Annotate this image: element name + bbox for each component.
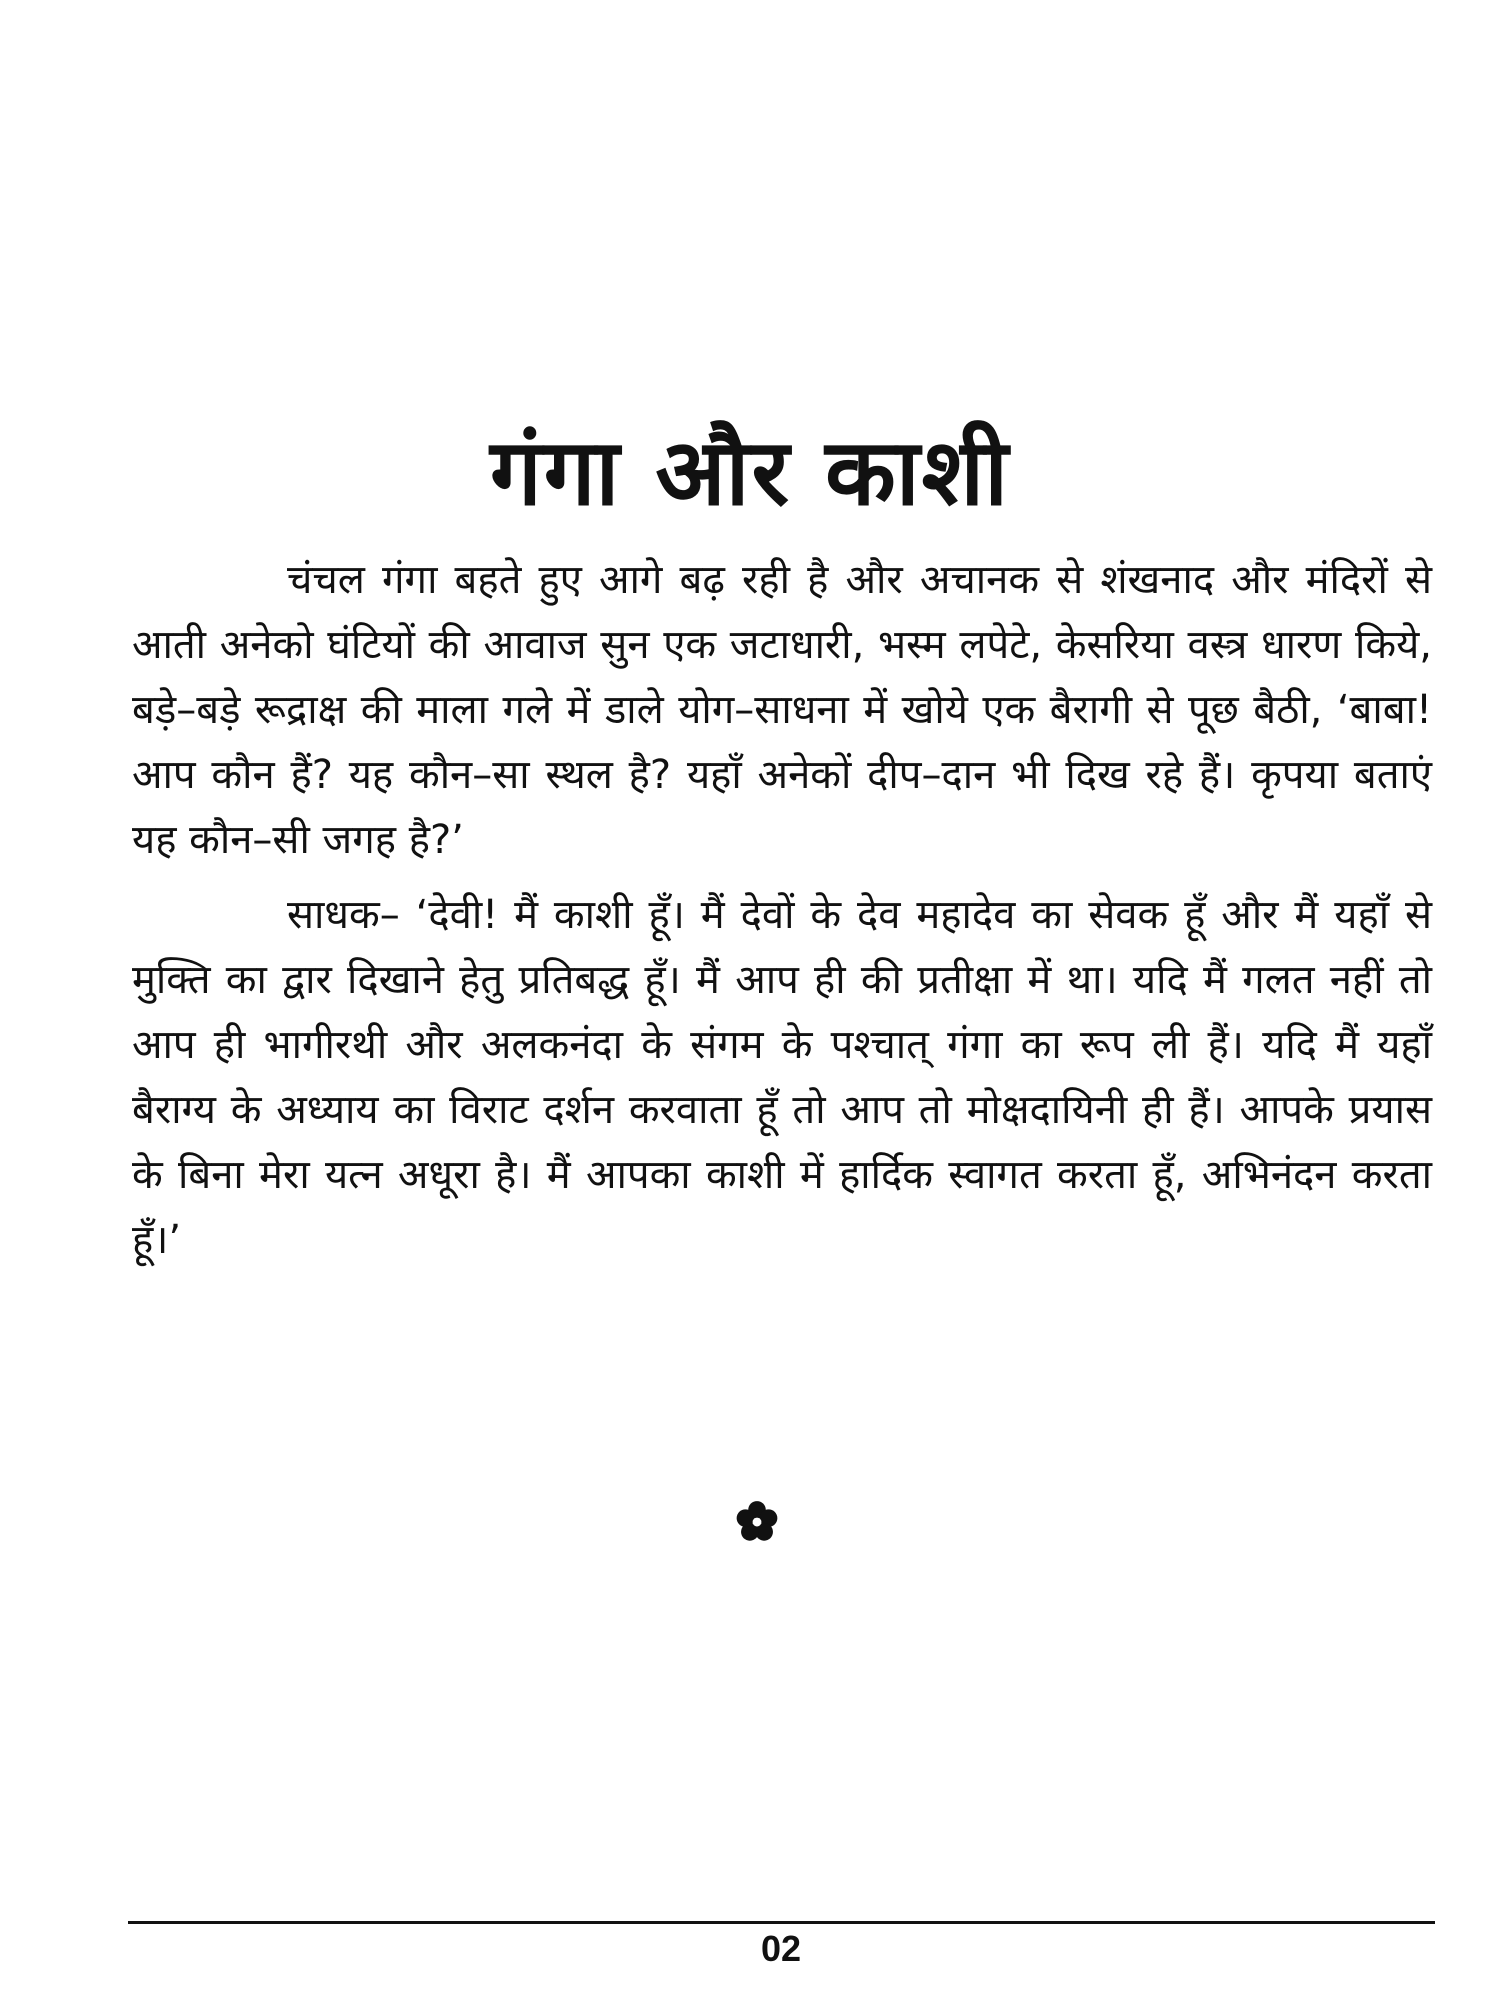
- paragraph-1: चंचल गंगा बहते हुए आगे बढ़ रही है और अचानक से शंखनाद और मंदिरों से आती अनेको घंटियों की आवाज सुन एक जटाधारी, भस्म लपेटे, केसरिया वस्त्र धारण किये, बड़े–बड़े रूद्राक्ष की माला गले में डाले योग–साधना में खोये एक बैरागी से पूछ बैठी, ‘बाबा! आप कौन हैं? यह कौन–सा स्थल है? यहाँ अनेकों दीप–दान भी दिख रहे हैं। कृपया बताएं यह कौन–सी जगह है?’: [132, 557, 1432, 863]
- flower-icon: [735, 1500, 779, 1544]
- paragraph-2: साधक– ‘देवी! मैं काशी हूँ। मैं देवों के देव महादेव का सेवक हूँ और मैं यहाँ से मुक्ति का द्वार दिखाने हेतु प्रतिबद्ध हूँ। मैं आप ही की प्रतीक्षा में था। यदि मैं गलत नहीं तो आप ही भागीरथी और अलकनंदा के संगम के पश्चात् गंगा का रूप ली हैं। यदि मैं यहाँ बैराग्य के अध्याय का विराट दर्शन करवाता हूँ तो आप तो मोक्षदायिनी ही हैं। आपके प्रयास के बिना मेरा यत्न अधूरा है। मैं आपका काशी में हार्दिक स्वागत करता हूँ, अभिनंदन करता हूँ।’: [132, 892, 1432, 1263]
- page-number: 02: [760, 1928, 802, 1969]
- story-text: [132, 548, 1432, 1283]
- page-title: गंगा और काशी: [489, 418, 1011, 526]
- footer-rule: [128, 1921, 1435, 1924]
